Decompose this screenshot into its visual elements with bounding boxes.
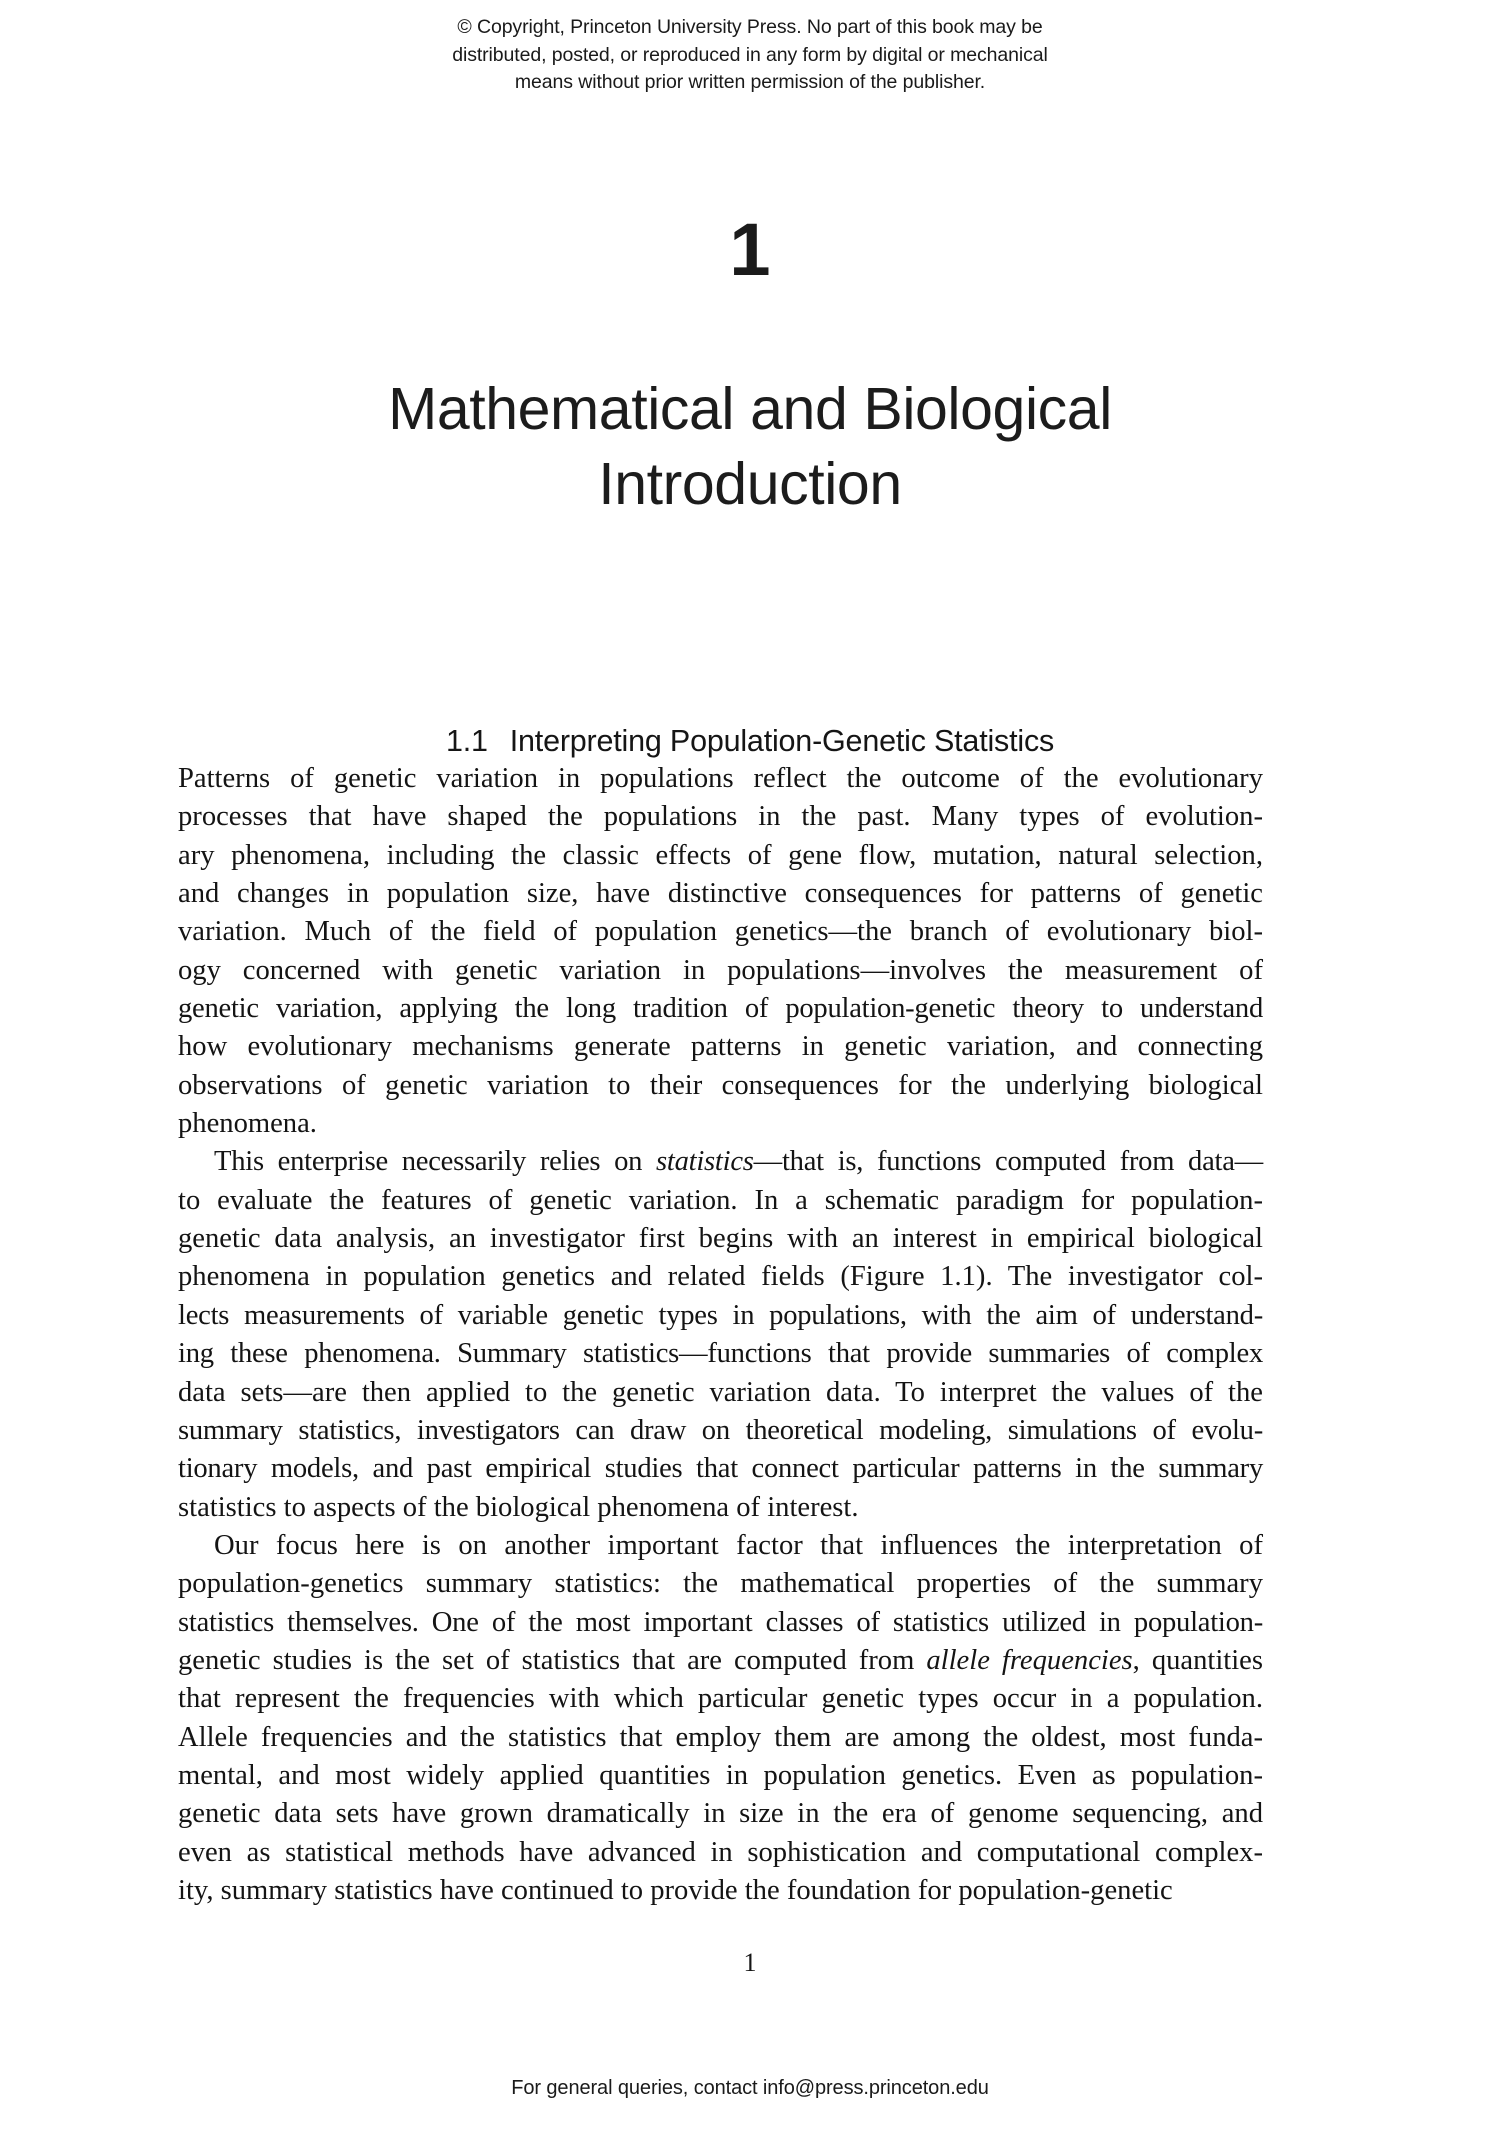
text-line: variation. Much of the field of population genetics—the branch of evolutionary biol- [178,916,1263,948]
text-line: Patterns of genetic variation in populations reflect the outcome of the evolutionary [178,763,1263,794]
text-line: This enterprise necessarily relies on statistics—that is, functions computed from data— [214,1146,1263,1178]
text-line: even as statistical methods have advanced in sophistication and computational complex- [178,1836,1263,1868]
text-line: phenomena in population genetics and related fields (Figure 1.1). The investigator col- [178,1261,1263,1293]
section-number: 1.1 [445,724,488,759]
text-line: ary phenomena, including the classic effects of gene flow, mutation, natural selection, [178,839,1263,871]
text-line: population-genetics summary statistics: the mathematical properties of the summary [178,1568,1263,1600]
chapter-title-line-2: Introduction [598,450,902,517]
paragraph-1 [178,760,1263,1143]
text-line: genetic data analysis, an investigator first begins with an interest in empirical biological [178,1223,1263,1255]
emphasized-term: statistics [656,1146,754,1178]
section-title: Interpreting Population-Genetic Statistics [509,724,1055,759]
text-line: ity, summary statistics have continued to provide the foundation for population-genetic [178,1874,1173,1906]
text-line: Allele frequencies and the statistics that employ them are among the oldest, most funda- [178,1721,1263,1753]
footer-queries-text: For general queries, contact info@press.princeton.edu [511,2077,989,2099]
paragraph-2 [178,1143,1263,1526]
text-line: statistics to aspects of the biological phenomena of interest. [178,1491,859,1523]
text-line: phenomena. [178,1108,317,1140]
copyright-line-2: distributed, posted, or reproduced in any form by digital or mechanical [452,43,1048,66]
chapter-number: 1 [729,208,771,291]
text-line: mental, and most widely applied quantities in population genetics. Even as population- [178,1759,1263,1791]
text-line: how evolutionary mechanisms generate patterns in genetic variation, and connecting [178,1031,1263,1063]
text-line: observations of genetic variation to their consequences for the underlying biological [178,1069,1263,1101]
text-line: ogy concerned with genetic variation in populations—involves the measurement of [178,954,1263,986]
text-line: data sets—are then applied to the genetic variation data. To interpret the values of the [178,1376,1263,1408]
text-line: genetic data sets have grown dramatically in size in the era of genome sequencing, and [178,1798,1263,1830]
text-line: ing these phenomena. Summary statistics—functions that provide summaries of complex [178,1338,1263,1370]
copyright-line-3: means without prior written permission of the publisher. [514,71,986,93]
text-line: genetic studies is the set of statistics that are computed from allele frequencies, quantities [178,1644,1263,1676]
text-line: processes that have shaped the populations in the past. Many types of evolution- [178,801,1263,833]
text-line: tionary models, and past empirical studies that connect particular patterns in the summary [178,1453,1263,1485]
text-line: that represent the frequencies with which particular genetic types occur in a population. [178,1683,1263,1715]
text-line: summary statistics, investigators can draw on theoretical modeling, simulations of evolu- [178,1414,1263,1446]
copyright-line-1: © Copyright, Princeton University Press. No part of this book may be [457,16,1043,38]
emphasized-term: allele frequencies [926,1644,1133,1676]
text-line: and changes in population size, have distinctive consequences for patterns of genetic [178,878,1263,910]
chapter-title [0,372,1500,522]
chapter-title-line-1: Mathematical and Biological [388,375,1112,442]
paragraph-3 [178,1527,1263,1910]
text-line: Our focus here is on another important factor that influences the interpretation of [214,1529,1263,1561]
section-heading [0,721,1500,761]
text-line: genetic variation, applying the long tradition of population-genetic theory to understand [178,993,1263,1025]
copyright-notice [0,14,1500,97]
text-line: statistics themselves. One of the most important classes of statistics utilized in population- [178,1606,1263,1638]
text-line: lects measurements of variable genetic types in populations, with the aim of understand- [178,1299,1263,1331]
body-text [178,760,1263,1910]
page-number: 1 [743,1948,757,1977]
text-line: to evaluate the features of genetic variation. In a schematic paradigm for population- [178,1184,1263,1216]
